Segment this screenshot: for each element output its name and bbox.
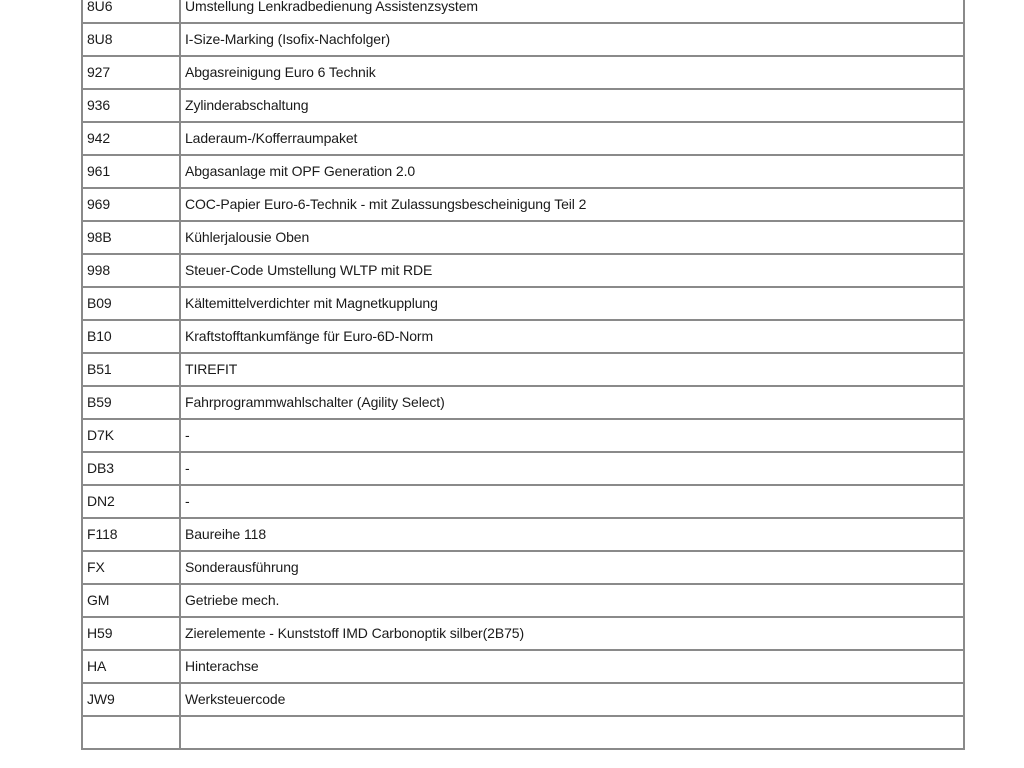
table-row	[82, 0, 964, 23]
option-description-cell: TIREFIT	[180, 353, 964, 386]
option-code-cell: 998	[82, 254, 180, 287]
option-code-cell: F118	[82, 518, 180, 551]
option-description-cell: -	[180, 485, 964, 518]
option-code-table-body	[82, 0, 964, 749]
table-row	[82, 188, 964, 221]
table-row	[82, 254, 964, 287]
table-row	[82, 320, 964, 353]
option-description-cell: Sonderausführung	[180, 551, 964, 584]
table-row	[82, 518, 964, 551]
option-code-cell: B59	[82, 386, 180, 419]
table-row	[82, 419, 964, 452]
option-code-cell: GM	[82, 584, 180, 617]
option-description-cell: Getriebe mech.	[180, 584, 964, 617]
option-description-cell: -	[180, 419, 964, 452]
option-description-cell: Laderaum-/Kofferraumpaket	[180, 122, 964, 155]
option-code-cell: DN2	[82, 485, 180, 518]
option-code-cell: B10	[82, 320, 180, 353]
option-description-cell: Hinterachse	[180, 650, 964, 683]
table-row	[82, 287, 964, 320]
option-description-cell: COC-Papier Euro-6-Technik - mit Zulassungsbescheinigung Teil 2	[180, 188, 964, 221]
option-description-cell: Abgasanlage mit OPF Generation 2.0	[180, 155, 964, 188]
table-row	[82, 485, 964, 518]
table-row	[82, 584, 964, 617]
option-code-cell: D7K	[82, 419, 180, 452]
option-code-cell: H59	[82, 617, 180, 650]
option-code-cell: HA	[82, 650, 180, 683]
table-row	[82, 23, 964, 56]
option-code-cell: 98B	[82, 221, 180, 254]
option-code-cell: 961	[82, 155, 180, 188]
option-description-cell	[180, 716, 964, 749]
option-description-cell: Abgasreinigung Euro 6 Technik	[180, 56, 964, 89]
option-code-cell: 936	[82, 89, 180, 122]
option-code-table	[81, 0, 965, 750]
option-code-cell	[82, 716, 180, 749]
option-description-cell: Kühlerjalousie Oben	[180, 221, 964, 254]
option-description-cell: Fahrprogrammwahlschalter (Agility Select)	[180, 386, 964, 419]
table-row	[82, 155, 964, 188]
option-description-cell: Steuer-Code Umstellung WLTP mit RDE	[180, 254, 964, 287]
table-row	[82, 221, 964, 254]
option-description-cell: Umstellung Lenkradbedienung Assistenzsystem	[180, 0, 964, 23]
option-code-cell: 927	[82, 56, 180, 89]
option-description-cell: Kraftstofftankumfänge für Euro-6D-Norm	[180, 320, 964, 353]
option-description-cell: Werksteuercode	[180, 683, 964, 716]
table-row	[82, 122, 964, 155]
option-code-cell: 942	[82, 122, 180, 155]
option-description-cell: -	[180, 452, 964, 485]
option-description-cell: Zierelemente - Kunststoff IMD Carbonoptik silber(2B75)	[180, 617, 964, 650]
table-row	[82, 551, 964, 584]
option-description-cell: Baureihe 118	[180, 518, 964, 551]
table-row	[82, 452, 964, 485]
option-code-cell: FX	[82, 551, 180, 584]
option-code-cell: B51	[82, 353, 180, 386]
option-code-cell: JW9	[82, 683, 180, 716]
option-code-cell: 969	[82, 188, 180, 221]
option-code-cell: DB3	[82, 452, 180, 485]
table-row	[82, 56, 964, 89]
option-description-cell: Zylinderabschaltung	[180, 89, 964, 122]
table-row	[82, 650, 964, 683]
option-description-cell: I-Size-Marking (Isofix-Nachfolger)	[180, 23, 964, 56]
table-row	[82, 617, 964, 650]
option-code-cell: B09	[82, 287, 180, 320]
option-description-cell: Kältemittelverdichter mit Magnetkupplung	[180, 287, 964, 320]
table-row	[82, 353, 964, 386]
option-code-cell: 8U8	[82, 23, 180, 56]
table-row	[82, 386, 964, 419]
option-code-cell: 8U6	[82, 0, 180, 23]
table-row	[82, 683, 964, 716]
table-row	[82, 716, 964, 749]
table-row	[82, 89, 964, 122]
